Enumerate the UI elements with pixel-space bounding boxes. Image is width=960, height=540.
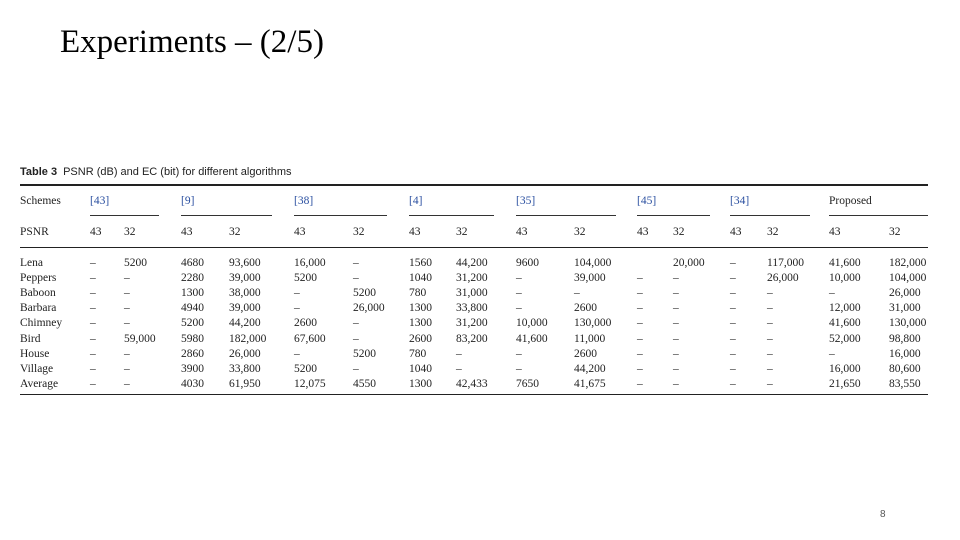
row-label: Baboon <box>20 287 56 300</box>
table-bottom-rule <box>20 394 928 395</box>
psnr-value: 32 <box>889 226 901 238</box>
table-cell: 2600 <box>409 332 432 345</box>
table-cell: – <box>673 377 679 390</box>
table-cell: 44,200 <box>456 257 488 269</box>
table-cell: 59,000 <box>124 332 156 345</box>
table-cell: – <box>516 302 522 315</box>
table-cell: 93,600 <box>229 257 261 269</box>
table-cell: 104,000 <box>889 272 927 285</box>
table-cell: 41,600 <box>829 317 861 330</box>
table-cell: – <box>294 347 300 360</box>
table-cell: – <box>90 272 96 285</box>
table-cell: 16,000 <box>889 347 921 360</box>
table-cell: 1300 <box>181 287 204 300</box>
table-cell: 44,200 <box>574 362 606 375</box>
table-cell: 4030 <box>181 377 204 390</box>
scheme-header: [4] <box>409 195 423 207</box>
table-cell: – <box>637 332 643 345</box>
table-caption-text: PSNR (dB) and EC (bit) for different algorithms <box>63 166 292 178</box>
table-cell: – <box>637 347 643 360</box>
table-cell: 16,000 <box>294 257 326 269</box>
table-cell: 26,000 <box>889 287 921 300</box>
row-label: Average <box>20 377 59 390</box>
psnr-label: PSNR <box>20 226 49 238</box>
table-cell: – <box>767 332 773 345</box>
psnr-value: 32 <box>673 226 685 238</box>
table-cell: 41,675 <box>574 377 606 390</box>
table-cell: – <box>673 302 679 315</box>
table-cell: 182,000 <box>889 257 927 269</box>
scheme-header: [35] <box>516 195 536 207</box>
table-cell: – <box>124 287 130 300</box>
table-cell: 61,950 <box>229 377 261 390</box>
table-cell: – <box>574 287 580 300</box>
psnr-value: 43 <box>409 226 421 238</box>
table-cell: 2600 <box>574 302 597 315</box>
slide-title: Experiments – (2/5) <box>60 24 324 60</box>
table-cell: 41,600 <box>516 332 548 345</box>
row-label: Village <box>20 362 54 375</box>
table-cell: – <box>637 272 643 285</box>
table-cell: – <box>124 272 130 285</box>
table-cell: – <box>90 302 96 315</box>
psnr-value: 43 <box>90 226 102 238</box>
scheme-underline <box>516 215 616 216</box>
table-cell: – <box>294 302 300 315</box>
table-cell: 39,000 <box>229 272 261 285</box>
table-cell: – <box>730 362 736 375</box>
table-cell: 1300 <box>409 377 432 390</box>
psnr-value: 32 <box>229 226 241 238</box>
table-cell: – <box>673 362 679 375</box>
table-cell: 2600 <box>294 317 317 330</box>
table-cell: 1560 <box>409 257 432 269</box>
table-cell: 130,000 <box>574 317 612 330</box>
table-cell: 98,800 <box>889 332 921 345</box>
table-cell: 42,433 <box>456 377 488 390</box>
table-cell: 52,000 <box>829 332 861 345</box>
table-cell: – <box>90 257 96 269</box>
table-cell: 10,000 <box>516 317 548 330</box>
psnr-value: 43 <box>294 226 306 238</box>
table-cell: – <box>767 317 773 330</box>
schemes-label: Schemes <box>20 195 61 207</box>
table-caption-label: Table 3 <box>20 166 58 178</box>
table-cell: 5200 <box>353 287 376 300</box>
scheme-header: [9] <box>181 195 195 207</box>
table-cell: 80,600 <box>889 362 921 375</box>
table-cell: – <box>124 317 130 330</box>
psnr-value: 43 <box>637 226 649 238</box>
psnr-value: 32 <box>353 226 365 238</box>
table-cell: 780 <box>409 347 427 360</box>
table-cell: – <box>637 362 643 375</box>
table-cell: 33,800 <box>456 302 488 315</box>
scheme-header: Proposed <box>829 195 872 207</box>
table-cell: 1040 <box>409 362 432 375</box>
table-cell: 4940 <box>181 302 204 315</box>
table-cell: – <box>456 362 462 375</box>
page-number: 8 <box>880 509 886 520</box>
table-cell: – <box>516 272 522 285</box>
table-cell: 1300 <box>409 302 432 315</box>
table-cell: – <box>456 347 462 360</box>
table-cell: 5200 <box>353 347 376 360</box>
table-cell: 16,000 <box>829 362 861 375</box>
row-label: Chimney <box>20 317 63 330</box>
table-cell: 39,000 <box>574 272 606 285</box>
psnr-value: 32 <box>124 226 136 238</box>
table-cell: – <box>353 362 359 375</box>
table-cell: – <box>673 287 679 300</box>
table-cell: 2600 <box>574 347 597 360</box>
table-cell: – <box>730 287 736 300</box>
scheme-underline <box>409 215 494 216</box>
psnr-value: 43 <box>829 226 841 238</box>
table-cell: 5200 <box>181 317 204 330</box>
table-cell: – <box>767 302 773 315</box>
table-cell: 41,600 <box>829 257 861 269</box>
table-cell: – <box>829 287 835 300</box>
table-cell: 9600 <box>516 257 539 269</box>
table-cell: 780 <box>409 287 427 300</box>
table-cell: – <box>353 332 359 345</box>
table-cell: – <box>124 302 130 315</box>
table-cell: 4680 <box>181 257 204 269</box>
table-cell: 3900 <box>181 362 204 375</box>
scheme-header: [43] <box>90 195 110 207</box>
table-cell: 33,800 <box>229 362 261 375</box>
table-cell: – <box>294 287 300 300</box>
scheme-underline <box>90 215 159 216</box>
table-cell: 11,000 <box>574 332 606 345</box>
table-header-rule <box>20 247 928 248</box>
table-cell: – <box>637 377 643 390</box>
psnr-value: 43 <box>181 226 193 238</box>
table-cell: – <box>90 362 96 375</box>
table-cell: – <box>90 332 96 345</box>
table-cell: – <box>730 257 736 269</box>
scheme-underline <box>829 215 928 216</box>
table-cell: – <box>730 347 736 360</box>
table-cell: 31,200 <box>456 317 488 330</box>
table-cell: 83,550 <box>889 377 921 390</box>
psnr-value: 32 <box>574 226 586 238</box>
table-cell: 31,200 <box>456 272 488 285</box>
psnr-value: 32 <box>456 226 468 238</box>
table-cell: 83,200 <box>456 332 488 345</box>
table-cell: 104,000 <box>574 257 612 269</box>
scheme-header: [38] <box>294 195 314 207</box>
table-cell: – <box>829 347 835 360</box>
table-cell: 38,000 <box>229 287 261 300</box>
row-label: Bird <box>20 332 41 345</box>
table-cell: – <box>353 317 359 330</box>
table-cell: 5200 <box>124 257 147 269</box>
table-cell: – <box>767 377 773 390</box>
row-label: Lena <box>20 257 43 269</box>
table-cell: – <box>516 287 522 300</box>
table-cell: – <box>767 362 773 375</box>
table-cell: – <box>767 287 773 300</box>
table-cell: 10,000 <box>829 272 861 285</box>
table-cell: 1040 <box>409 272 432 285</box>
scheme-underline <box>294 215 387 216</box>
row-label: Barbara <box>20 302 57 315</box>
row-label: Peppers <box>20 272 57 285</box>
scheme-header: [34] <box>730 195 750 207</box>
table-cell: – <box>124 362 130 375</box>
table-cell: 7650 <box>516 377 539 390</box>
table-cell: – <box>90 377 96 390</box>
table-cell: – <box>124 347 130 360</box>
table-cell: 2860 <box>181 347 204 360</box>
scheme-underline <box>730 215 810 216</box>
table-cell: – <box>516 362 522 375</box>
psnr-value: 32 <box>767 226 779 238</box>
table-cell: 12,000 <box>829 302 861 315</box>
table-caption <box>20 166 292 178</box>
table-cell: – <box>353 257 359 269</box>
table-cell: 26,000 <box>353 302 385 315</box>
table-cell: – <box>637 287 643 300</box>
table-cell: – <box>516 347 522 360</box>
table-cell: 39,000 <box>229 302 261 315</box>
table-cell: 31,000 <box>456 287 488 300</box>
table-cell: 130,000 <box>889 317 927 330</box>
scheme-underline <box>637 215 710 216</box>
table-cell: 21,650 <box>829 377 861 390</box>
table-cell: – <box>673 347 679 360</box>
table-cell: 5980 <box>181 332 204 345</box>
table-cell: – <box>730 317 736 330</box>
table-cell: 20,000 <box>673 257 705 269</box>
table-cell: – <box>673 317 679 330</box>
table-cell: 26,000 <box>767 272 799 285</box>
psnr-value: 43 <box>516 226 528 238</box>
table-cell: – <box>673 332 679 345</box>
table-cell: – <box>767 347 773 360</box>
table-cell: 31,000 <box>889 302 921 315</box>
table-cell: – <box>730 272 736 285</box>
table-cell: – <box>730 377 736 390</box>
table-cell: – <box>730 302 736 315</box>
table-cell: – <box>637 317 643 330</box>
row-label: House <box>20 347 50 360</box>
table-cell: 26,000 <box>229 347 261 360</box>
table-cell: 44,200 <box>229 317 261 330</box>
table-cell: – <box>90 347 96 360</box>
table-cell: 117,000 <box>767 257 804 269</box>
scheme-underline <box>181 215 272 216</box>
table-cell: 4550 <box>353 377 376 390</box>
table-top-rule <box>20 184 928 186</box>
table-cell: 1300 <box>409 317 432 330</box>
psnr-value: 43 <box>730 226 742 238</box>
table-cell: – <box>730 332 736 345</box>
scheme-header: [45] <box>637 195 657 207</box>
table-cell: – <box>90 287 96 300</box>
table-cell: 2280 <box>181 272 204 285</box>
table-cell: 67,600 <box>294 332 326 345</box>
table-cell: 5200 <box>294 272 317 285</box>
table-cell: 12,075 <box>294 377 326 390</box>
table-cell: – <box>90 317 96 330</box>
table-cell: – <box>124 377 130 390</box>
table-cell: – <box>637 302 643 315</box>
table-cell: – <box>673 272 679 285</box>
table-cell: 5200 <box>294 362 317 375</box>
table-cell: 182,000 <box>229 332 267 345</box>
table-cell: – <box>353 272 359 285</box>
